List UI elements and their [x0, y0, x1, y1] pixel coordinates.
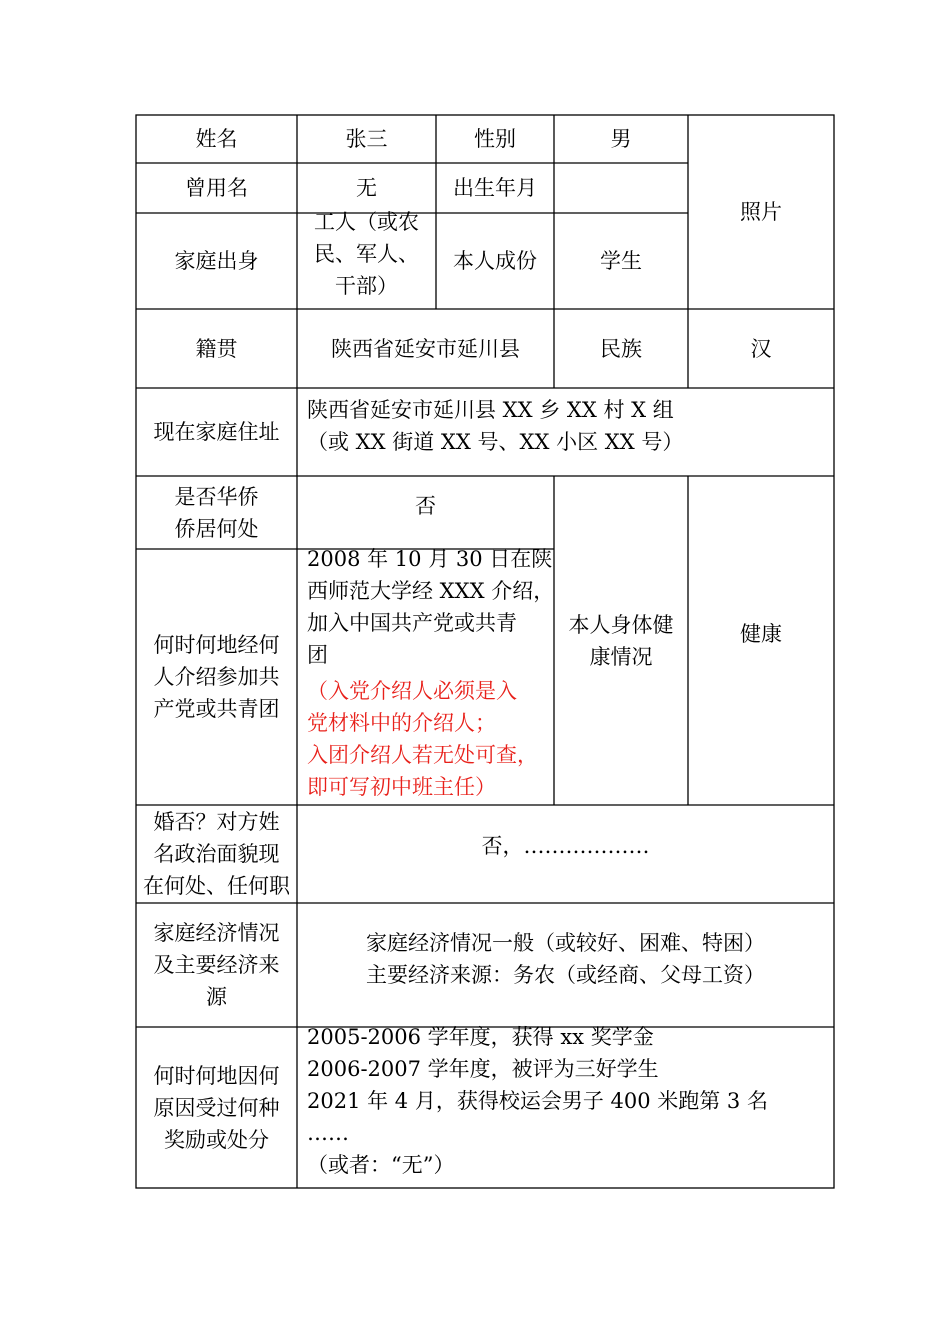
native-place-value: 陕西省延安市延川县	[331, 336, 520, 361]
economy-label: 家庭经济情况 及主要经济来 源	[153, 921, 280, 1009]
family-origin-label: 家庭出身	[174, 249, 259, 273]
party-value: 2008 年 10 月 30 日在陕 西师范大学经 XXX 介绍， 加入中国共产党或共青 团 （入党介绍人必须是入 党材料中的介绍人； 入团介绍人若无处可查， 即可写初中班主任）	[307, 547, 555, 799]
status-label: 本人成份	[453, 249, 537, 273]
awards-label: 何时何地因何 原因受过何种 奖励或处分	[153, 1063, 280, 1152]
birth-label: 出生年月	[453, 176, 537, 200]
former-name-value: 无	[356, 176, 377, 200]
overseas-value: 否	[415, 494, 436, 518]
ethnicity-label: 民族	[600, 336, 642, 361]
ethnicity-value: 汉	[750, 336, 772, 361]
birth-value	[554, 163, 688, 213]
photo-placeholder: 照片	[740, 200, 782, 224]
gender-label: 性别	[474, 127, 516, 151]
marriage-value: 否，………………	[481, 834, 650, 858]
health-value: 健康	[740, 621, 782, 646]
native-place-label: 籍贯	[195, 336, 238, 361]
former-name-label: 曾用名	[185, 176, 248, 200]
name-value: 张三	[345, 127, 388, 151]
party-note: （入党介绍人必须是入	[307, 679, 517, 703]
gender-value: 男	[610, 127, 632, 151]
status-value: 学生	[600, 249, 642, 273]
party-label: 何时何地经何 人介绍参加共 产党或共青团	[153, 633, 280, 721]
overseas-label: 是否华侨 侨居何处	[174, 484, 259, 541]
health-label: 本人身体健 康情况	[568, 612, 674, 669]
economy-value: 家庭经济情况一般（或较好、困难、特困） 主要经济来源：务农（或经商、父母工资）	[366, 931, 765, 987]
awards-value: 2005-2006 学年度，获得 xx 奖学金 2006-2007 学年度，被评为三好学生 2021 年 4 月，获得校运会男子 400 米跑第 3 名 …… （或者：“无”）	[307, 1025, 768, 1177]
address-label: 现在家庭住址	[153, 420, 280, 444]
marriage-label: 婚否？对方姓 名政治面貌现 在何处、任何职	[143, 810, 290, 898]
family-origin-value: 工人（或农 民、军人、 干部）	[314, 210, 419, 298]
address-value: 陕西省延安市延川县 XX 乡 XX 村 X 组 （或 XX 街道 XX 号、XX 小区 XX 号）	[307, 398, 684, 454]
name-label: 姓名	[195, 127, 238, 151]
